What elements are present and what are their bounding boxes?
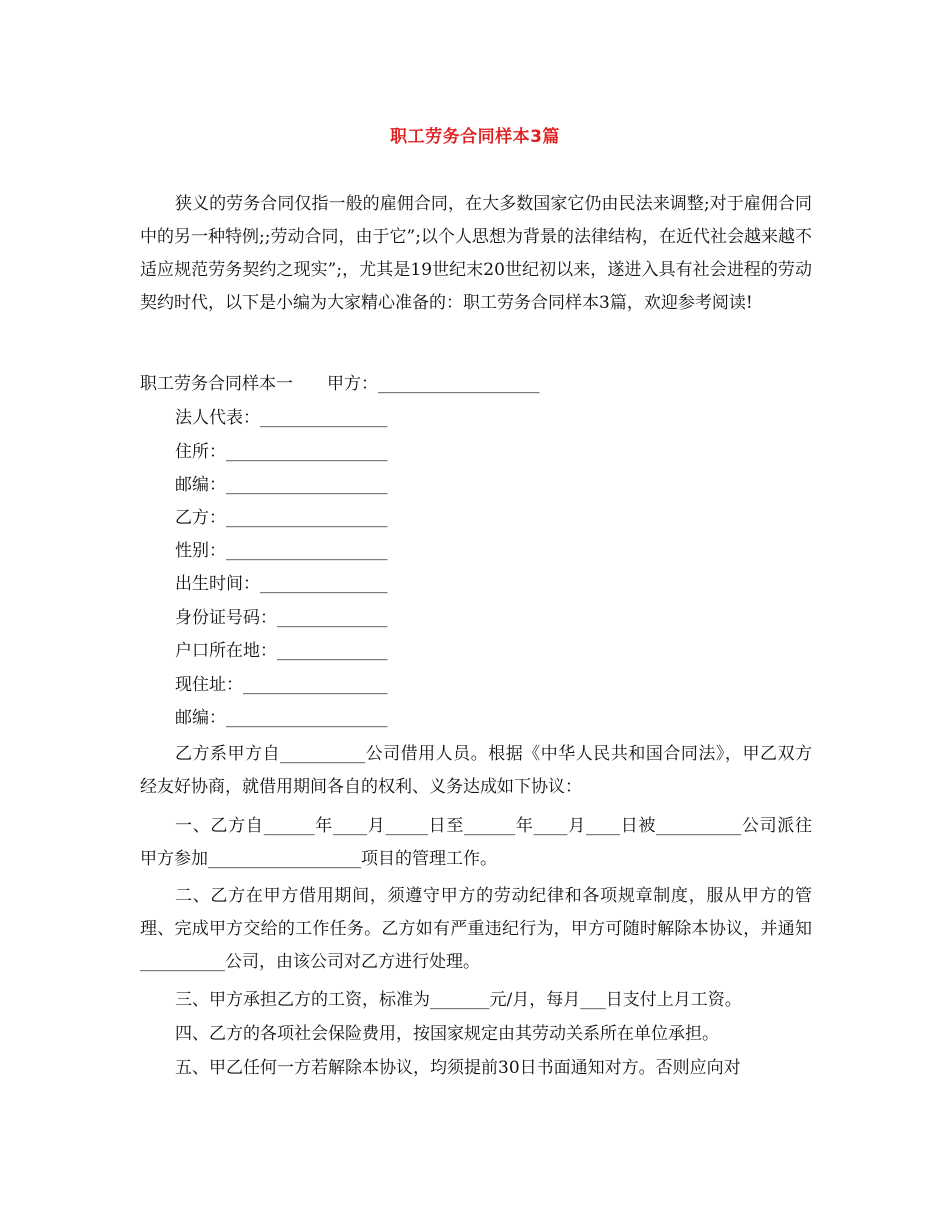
form-line-gender: 性别：___________________ [175,541,388,561]
form-line-address: 住所：___________________ [175,442,388,462]
form-line-legal-rep: 法人代表：_______________ [175,408,388,428]
form-line-party-a: 职工劳务合同样本一 甲方：___________________ [140,374,540,394]
clause-5: 五、甲乙任何一方若解除本协议，均须提前30日书面通知对方。否则应向对 [175,1058,741,1078]
document-title: 职工劳务合同样本3篇 [390,127,560,147]
clause-4: 四、乙方的各项社会保险费用，按国家规定由其劳动关系所在单位承担。 [175,1024,719,1044]
form-line-id-number: 身份证号码：_____________ [175,608,388,628]
form-line-postcode-b: 邮编：___________________ [175,708,388,728]
clause-2: 二、乙方在甲方借用期间，须遵守甲方的劳动纪律和各项规章制度，服从甲方的管理、完成甲方交给的工作任务。乙方如有严重违纪行为，甲方可随时解除本协议，并通知__________公司，由该公司对乙方进行处理。 [140,886,812,972]
form-line-hukou: 户口所在地：_____________ [175,641,388,661]
form-line-current-address: 现住址：_________________ [175,675,388,695]
intro-paragraph: 狭义的劳务合同仅指一般的雇佣合同，在大多数国家它仍由民法来调整;对于雇佣合同中的另一种特例;;劳动合同，由于它”;以个人思想为背景的法律结构，在近代社会越来越不适应规范劳务契约之现实”;，尤其是19世纪末20世纪初以来，遂进入具有社会进程的劳动契约时代，以下是小编为大家精心准备的：职工劳务合同样本3篇，欢迎参考阅读! [140,194,812,313]
clause-preamble: 乙方系甲方自__________公司借用人员。根据《中华人民共和国合同法》，甲乙双方经友好协商，就借用期间各自的权利、义务达成如下协议： [140,744,812,797]
form-line-postcode-a: 邮编：___________________ [175,475,388,495]
clause-1: 一、乙方自______年____月_____日至______年____月____日被__________公司派往甲方参加__________________项目的管理工作。 [140,816,812,869]
clause-3: 三、甲方承担乙方的工资，标准为_______元/月，每月___日支付上月工资。 [175,990,742,1010]
form-line-birth: 出生时间：_______________ [175,574,388,594]
form-line-party-b: 乙方：___________________ [175,508,388,528]
